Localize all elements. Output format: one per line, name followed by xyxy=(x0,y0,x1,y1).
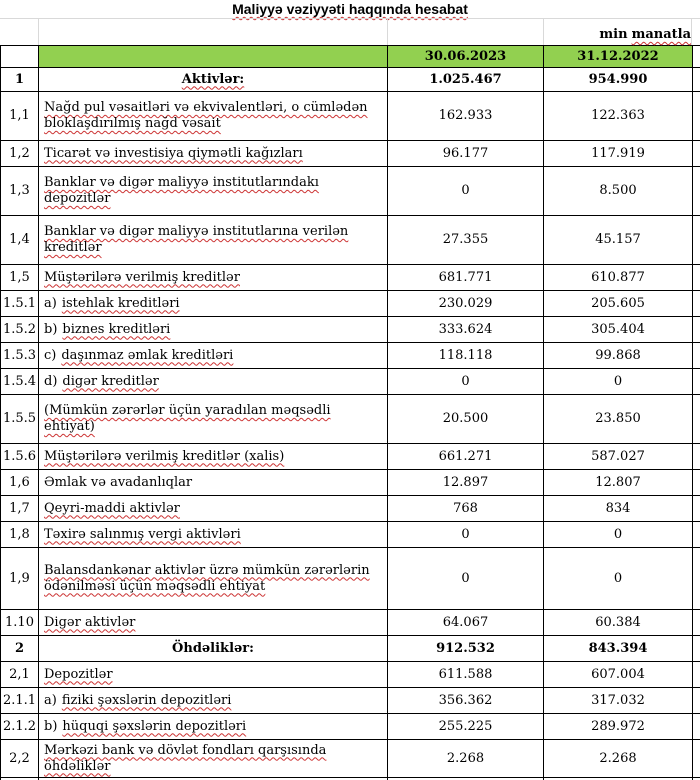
table-row xyxy=(0,291,700,317)
row-label-cell xyxy=(38,714,387,739)
table-row xyxy=(0,92,700,141)
row-number-cell: 1,5 xyxy=(0,265,38,290)
table-row xyxy=(0,216,700,265)
row-number-cell: 1,4 xyxy=(0,216,38,264)
row-stub-cell xyxy=(692,662,700,687)
row-stub-cell xyxy=(692,636,700,661)
value-cell-2022: 305.404 xyxy=(543,317,692,342)
row-number-cell: 1.5.2 xyxy=(0,317,38,342)
label-prefix: b) xyxy=(44,718,58,734)
value-cell-2022: 289.972 xyxy=(543,714,692,739)
value-cell-2022: 45.157 xyxy=(543,216,692,264)
value-cell-2023: 230.029 xyxy=(387,291,543,316)
row-label-cell xyxy=(38,343,387,368)
header-number-cell xyxy=(0,46,38,67)
row-number-cell: 1,9 xyxy=(0,548,38,609)
label-prefix: a) xyxy=(44,295,57,311)
value-cell-2022: 2.268 xyxy=(543,740,692,777)
table-row xyxy=(0,714,700,740)
value-cell-2022: 60.384 xyxy=(543,610,692,635)
value-cell-2022: 954.990 xyxy=(543,68,692,91)
row-stub-cell xyxy=(692,496,700,521)
table-row xyxy=(0,265,700,291)
row-label-cell xyxy=(38,496,387,521)
label-text: Müştərilərə verilmiş kreditlər xyxy=(44,269,240,285)
label-text: Nağd pul vəsaitləri və ekvivalentləri, o cümlədən bloklaşdırılmış nağd vəsait xyxy=(44,100,368,131)
row-number-cell: 1,2 xyxy=(0,141,38,166)
table-row xyxy=(0,395,700,444)
row-stub-cell xyxy=(692,369,700,394)
label-text: Qeyri-maddi aktivlər xyxy=(44,500,180,516)
table-row xyxy=(0,662,700,688)
row-label-cell xyxy=(38,265,387,290)
row-number-cell: 1,8 xyxy=(0,522,38,547)
row-stub-cell xyxy=(692,688,700,713)
label-prefix: d) xyxy=(44,373,58,389)
label-text: Digər aktivlər xyxy=(44,614,136,630)
label-text: Mərkəzi bank və dövlət fondları qarşısında öhdəliklər xyxy=(44,742,327,774)
row-number-cell: 1,3 xyxy=(0,167,38,215)
gridline xyxy=(543,19,544,45)
value-cell-2022: 0 xyxy=(543,548,692,609)
label-text: (Mümkün zərərlər üçün yaradılan məqsədli ehtiyat) xyxy=(44,403,331,434)
value-cell-2023: 768 xyxy=(387,496,543,521)
value-cell-2023: 0 xyxy=(387,548,543,609)
header-stub-cell xyxy=(692,46,700,67)
row-label-cell xyxy=(38,216,387,264)
row-stub-cell xyxy=(692,291,700,316)
header-label-cell xyxy=(38,46,387,67)
row-label-cell xyxy=(38,317,387,342)
table-row xyxy=(0,68,700,92)
row-label-cell xyxy=(38,92,387,140)
row-number-cell: 2 xyxy=(0,636,38,661)
row-label-cell xyxy=(38,636,387,661)
row-label-cell xyxy=(38,688,387,713)
row-number-cell: 2.1.2 xyxy=(0,714,38,739)
value-cell-2023: 356.362 xyxy=(387,688,543,713)
row-number-cell: 1.5.4 xyxy=(0,369,38,394)
label-prefix: b) xyxy=(44,321,58,337)
value-cell-2022: 610.877 xyxy=(543,265,692,290)
table-row xyxy=(0,317,700,343)
row-stub-cell xyxy=(692,522,700,547)
value-cell-2022: 317.032 xyxy=(543,688,692,713)
row-stub-cell xyxy=(692,265,700,290)
label-text: Aktivlər: xyxy=(181,71,245,87)
table-body xyxy=(0,68,700,780)
row-stub-cell xyxy=(692,68,700,91)
row-stub-cell xyxy=(692,343,700,368)
row-stub-cell xyxy=(692,141,700,166)
value-cell-2023: 681.771 xyxy=(387,265,543,290)
table-row xyxy=(0,369,700,395)
table-row xyxy=(0,548,700,610)
row-label-cell xyxy=(38,548,387,609)
label-text: Müştərilərə verilmiş kreditlər (xalis) xyxy=(44,448,285,464)
value-cell-2022: 23.850 xyxy=(543,395,692,443)
value-cell-2022: 587.027 xyxy=(543,444,692,469)
value-cell-2022: 99.868 xyxy=(543,343,692,368)
row-number-cell: 1.5.6 xyxy=(0,444,38,469)
column-header-2022: 31.12.2022 xyxy=(543,46,692,67)
row-number-cell: 1 xyxy=(0,68,38,91)
row-label-cell xyxy=(38,141,387,166)
row-label-cell xyxy=(38,68,387,91)
table-row xyxy=(0,343,700,369)
value-cell-2023: 64.067 xyxy=(387,610,543,635)
label-text: Öhdəliklər: xyxy=(172,640,254,656)
unit-note xyxy=(599,27,691,42)
value-cell-2022: 8.500 xyxy=(543,167,692,215)
gridline xyxy=(387,19,388,45)
row-stub-cell xyxy=(692,548,700,609)
row-stub-cell xyxy=(692,167,700,215)
label-text: Balansdankənar aktivlər üzrə mümkün zərərlərin ödənilməsi üçün məqsədli ehtiyat xyxy=(44,562,370,594)
row-label-cell xyxy=(38,395,387,443)
label-text: Depozitlər xyxy=(44,666,113,682)
value-cell-2022: 607.004 xyxy=(543,662,692,687)
row-stub-cell xyxy=(692,740,700,777)
unit-note-prefix: min xyxy=(599,27,628,42)
row-stub-cell xyxy=(692,395,700,443)
row-label-cell xyxy=(38,369,387,394)
label-prefix: a) xyxy=(44,692,57,708)
column-header-2023: 30.06.2023 xyxy=(387,46,543,67)
row-number-cell: 2,2 xyxy=(0,740,38,777)
gridline xyxy=(691,19,692,45)
value-cell-2023: 20.500 xyxy=(387,395,543,443)
value-cell-2023: 0 xyxy=(387,369,543,394)
row-label-cell xyxy=(38,662,387,687)
label-prefix: c) xyxy=(44,347,57,363)
value-cell-2023: 27.355 xyxy=(387,216,543,264)
value-cell-2022: 834 xyxy=(543,496,692,521)
row-stub-cell xyxy=(692,92,700,140)
row-number-cell: 1.10 xyxy=(0,610,38,635)
table-row xyxy=(0,470,700,496)
value-cell-2023: 255.225 xyxy=(387,714,543,739)
value-cell-2023: 333.624 xyxy=(387,317,543,342)
value-cell-2022: 117.919 xyxy=(543,141,692,166)
row-label-cell xyxy=(38,167,387,215)
row-stub-cell xyxy=(692,317,700,342)
table-row xyxy=(0,444,700,470)
label-text: digər kreditlər xyxy=(62,373,159,389)
row-number-cell: 1,6 xyxy=(0,470,38,495)
label-text: Banklar və digər maliyyə institutlarındakı depozitlər xyxy=(44,175,319,206)
row-number-cell: 1.5.1 xyxy=(0,291,38,316)
row-stub-cell xyxy=(692,444,700,469)
value-cell-2022: 0 xyxy=(543,369,692,394)
gridline xyxy=(38,19,39,45)
label-text: istehlak kreditləri xyxy=(61,295,180,311)
row-stub-cell xyxy=(692,216,700,264)
row-number-cell: 1,1 xyxy=(0,92,38,140)
table-row xyxy=(0,522,700,548)
label-text: Təxirə salınmış vergi aktivləri xyxy=(44,526,241,542)
label-text: fiziki şəxslərin depozitləri xyxy=(61,692,232,708)
row-label-cell xyxy=(38,522,387,547)
row-number-cell: 1.5.3 xyxy=(0,343,38,368)
value-cell-2022: 122.363 xyxy=(543,92,692,140)
label-text: hüquqi şəxslərin depozitləri xyxy=(62,718,247,734)
table-row xyxy=(0,688,700,714)
label-text: biznes kreditləri xyxy=(62,321,171,337)
value-cell-2023: 0 xyxy=(387,522,543,547)
row-number-cell: 2.1.1 xyxy=(0,688,38,713)
label-text: Banklar və digər maliyyə institutlarına verilən kreditlər xyxy=(44,224,349,255)
row-label-cell xyxy=(38,740,387,777)
row-number-cell: 2,1 xyxy=(0,662,38,687)
value-cell-2023: 912.532 xyxy=(387,636,543,661)
value-cell-2023: 661.271 xyxy=(387,444,543,469)
table-row xyxy=(0,167,700,216)
label-text: daşınmaz əmlak kreditləri xyxy=(61,347,234,363)
row-label-cell xyxy=(38,291,387,316)
value-cell-2023: 118.118 xyxy=(387,343,543,368)
value-cell-2023: 611.588 xyxy=(387,662,543,687)
row-number-cell: 1.5.5 xyxy=(0,395,38,443)
unit-note-word: manatla xyxy=(631,27,691,42)
label-text: Əmlak və avadanlıqlar xyxy=(44,474,193,490)
table-row xyxy=(0,610,700,636)
row-label-cell xyxy=(38,444,387,469)
table-row xyxy=(0,141,700,167)
value-cell-2023: 162.933 xyxy=(387,92,543,140)
table-header-row xyxy=(0,45,700,68)
unit-note-row xyxy=(0,18,700,45)
row-label-cell xyxy=(38,470,387,495)
row-stub-cell xyxy=(692,610,700,635)
value-cell-2023: 12.897 xyxy=(387,470,543,495)
value-cell-2023: 0 xyxy=(387,167,543,215)
value-cell-2023: 2.268 xyxy=(387,740,543,777)
label-text: Ticarət və investisiya qiymətli kağızları xyxy=(44,145,303,161)
row-number-cell: 1,7 xyxy=(0,496,38,521)
row-stub-cell xyxy=(692,470,700,495)
row-label-cell xyxy=(38,610,387,635)
value-cell-2022: 205.605 xyxy=(543,291,692,316)
value-cell-2022: 12.807 xyxy=(543,470,692,495)
table-row xyxy=(0,740,700,778)
row-stub-cell xyxy=(692,714,700,739)
table-row xyxy=(0,496,700,522)
value-cell-2022: 0 xyxy=(543,522,692,547)
value-cell-2022: 843.394 xyxy=(543,636,692,661)
value-cell-2023: 1.025.467 xyxy=(387,68,543,91)
report-title: Maliyyə vəziyyəti haqqında hesabat xyxy=(232,1,468,17)
table-row xyxy=(0,636,700,662)
value-cell-2023: 96.177 xyxy=(387,141,543,166)
